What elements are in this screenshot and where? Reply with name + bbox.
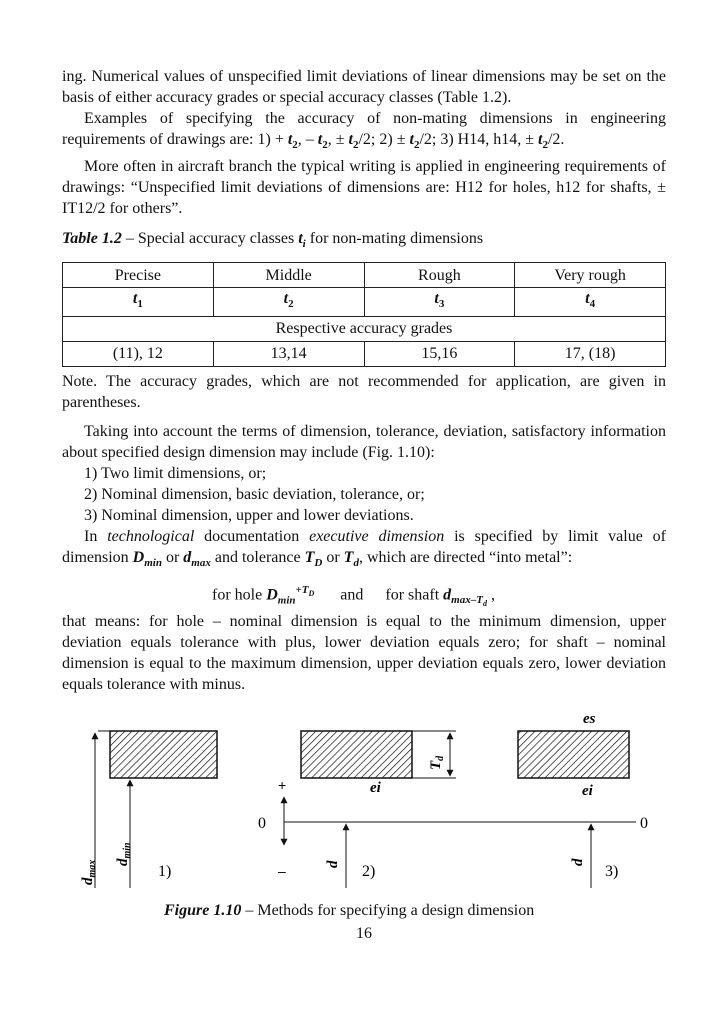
paragraph-1: ing. Numerical values of unspecified limit deviations of linear dimensions may be set on the basis of either accuracy grades or special accuracy classes (Table 1.2). bbox=[62, 68, 666, 106]
list-item: 2) Nominal dimension, basic deviation, tolerance, or; bbox=[84, 485, 425, 503]
paragraph-6: that means: for hole – nominal dimension is equal to the minimum dimension, upper deviation equals tolerance with plus, lower deviation equals zero; for shaft – nominal dimension is equal to the maximum dimension, upper deviation equals zero, lower deviation equals tolerance with minus. bbox=[62, 612, 666, 693]
d-label-2: d bbox=[325, 860, 341, 868]
ei-label-2: ei bbox=[370, 780, 381, 796]
minus-sign: – bbox=[278, 863, 286, 879]
dmin-label: $d_{min}$ bbox=[115, 842, 133, 866]
plus-sign: + bbox=[278, 777, 287, 793]
paragraph-3: More often in aircraft branch the typical writing is applied in engineering requirements of drawings: “Unspecified limit deviations of dimensions are: H12 for holes, h12 for shafts, ± IT12/2 for others”. bbox=[62, 158, 666, 218]
table-cell: 13,14 bbox=[213, 341, 364, 366]
variant-1-label: 1) bbox=[158, 863, 172, 880]
table-note: Note. The accuracy grades, which are not recommended for application, are given in parentheses. bbox=[62, 372, 666, 411]
es-label: es bbox=[583, 711, 596, 727]
tolerance-zone-1 bbox=[110, 731, 217, 778]
table-cell: 17, (18) bbox=[515, 341, 666, 366]
paragraph-5: In technological documentation executive dimension is specified by limit value of dimension $D_{min}$ or $d_{max}$ and tolerance $T_D$ or $T_d$, which are directed “into metal”: bbox=[62, 527, 667, 569]
tolerance-zone-3 bbox=[518, 731, 629, 778]
table-header-cell: Precise bbox=[63, 263, 214, 288]
ei-label-3: ei bbox=[582, 783, 593, 799]
td-label: $T_d$ bbox=[428, 755, 446, 770]
table-symbol-cell: $t_2$ bbox=[213, 288, 364, 316]
variant-3-label: 3) bbox=[605, 863, 619, 880]
figure-caption: Figure 1.10 – Methods for specifying a design dimension bbox=[164, 902, 535, 919]
table-header-cell: Very rough bbox=[515, 263, 666, 288]
variant-2-label: 2) bbox=[362, 863, 376, 880]
table-caption: Table 1.2 – Special accuracy classes $t_i$ for non-mating dimensions bbox=[62, 230, 484, 251]
table-header-cell: Rough bbox=[364, 263, 515, 288]
d-label-3: d bbox=[570, 858, 586, 866]
list-item: 1) Two limit dimensions, or; bbox=[84, 464, 267, 482]
formula: for hole $D_{min}^{+T_D}$ and for shaft $d_{max-T_d}$ , bbox=[212, 583, 495, 609]
table-symbol-cell: $t_4$ bbox=[515, 288, 666, 316]
table-span-cell: Respective accuracy grades bbox=[63, 316, 666, 341]
table-symbol-cell: $t_3$ bbox=[364, 288, 515, 316]
dmax-label: $d_{max}$ bbox=[80, 859, 98, 885]
table-cell: 15,16 bbox=[364, 341, 515, 366]
page-number: 16 bbox=[356, 925, 372, 942]
zero-label-right: 0 bbox=[640, 815, 648, 832]
table-header-cell: Middle bbox=[213, 263, 364, 288]
tolerance-zone-2 bbox=[301, 731, 412, 778]
zero-label-left: 0 bbox=[258, 815, 266, 832]
table-symbol-cell: $t_1$ bbox=[63, 288, 214, 316]
paragraph-4: Taking into account the terms of dimension, tolerance, deviation, satisfactory information about specified design dimension may include (Fig. 1.10): bbox=[62, 422, 666, 461]
list-item: 3) Nominal dimension, upper and lower deviations. bbox=[84, 506, 414, 524]
table-cell: (11), 12 bbox=[63, 341, 214, 366]
paragraph-2: Examples of specifying the accuracy of non-mating dimensions in engineering requirements of drawings are: $1) + t_2$, – $t_2$, ± $t_2/2$; $2) \pm t_2/2$; 3) H14, h14, ± $t_2/2$. bbox=[62, 110, 666, 152]
